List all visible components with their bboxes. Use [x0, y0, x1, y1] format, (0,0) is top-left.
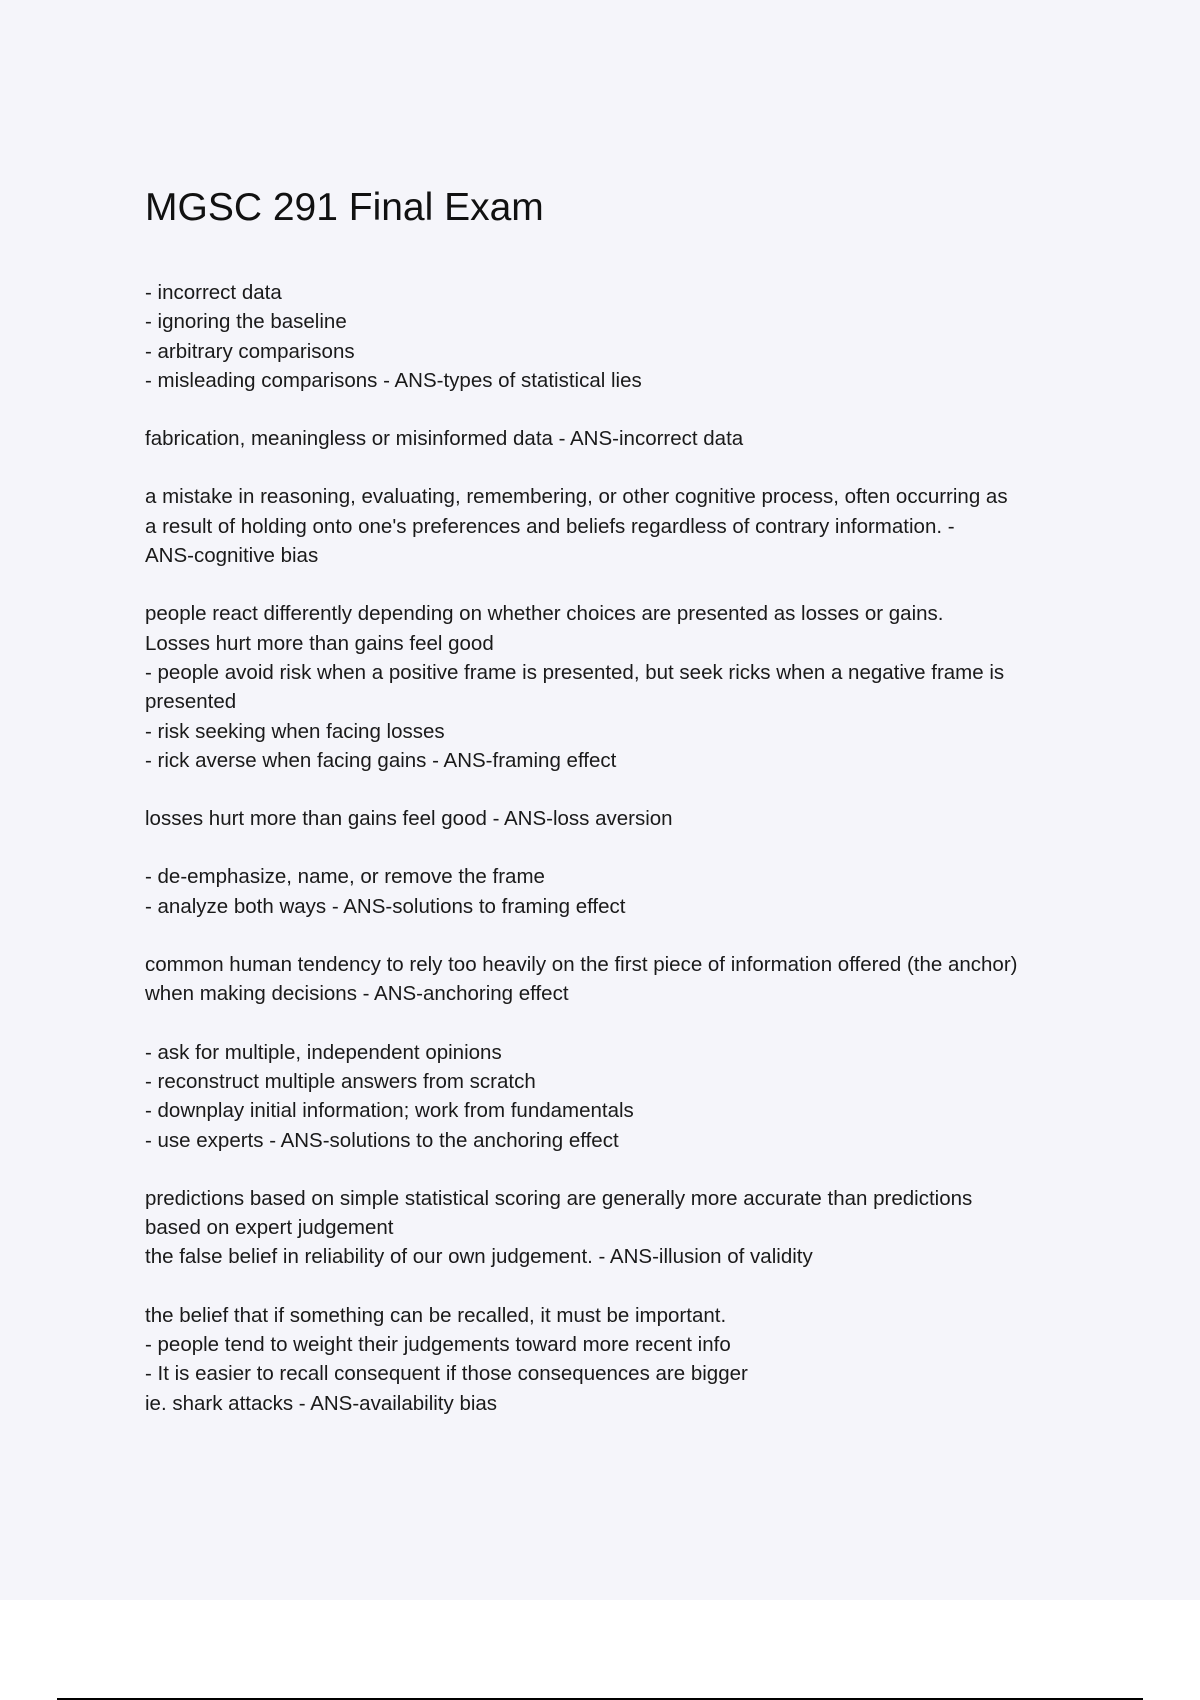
- text-line: common human tendency to rely too heavily on the first piece of information offered (the anchor): [145, 953, 1018, 977]
- text-line: a result of holding onto one's preferences and beliefs regardless of contrary information. -: [145, 514, 955, 538]
- flashcard-entry: [145, 424, 1095, 453]
- text-line: fabrication, meaningless or misinformed data - ANS-incorrect data: [145, 427, 744, 451]
- text-line: - misleading comparisons - ANS-types of statistical lies: [145, 368, 642, 392]
- flashcard-entry: [145, 804, 1095, 833]
- document-body: [145, 278, 1095, 1447]
- text-line: - de-emphasize, name, or remove the frame: [145, 865, 545, 889]
- flashcard-entry: [145, 1301, 1095, 1418]
- text-line: when making decisions - ANS-anchoring effect: [145, 982, 569, 1006]
- flashcard-entry: [145, 599, 1095, 775]
- text-line: - ignoring the baseline: [145, 310, 347, 334]
- text-line: predictions based on simple statistical scoring are generally more accurate than predictions: [145, 1186, 973, 1210]
- flashcard-entry: [145, 1038, 1095, 1155]
- text-line: - people tend to weight their judgements toward more recent info: [145, 1333, 731, 1357]
- text-line: - It is easier to recall consequent if those consequences are bigger: [145, 1362, 748, 1386]
- text-line: - people avoid risk when a positive frame is presented, but seek ricks when a negative frame is: [145, 660, 1005, 684]
- text-line: - incorrect data: [145, 281, 282, 304]
- flashcard-entry: [145, 278, 1095, 395]
- text-line: - risk seeking when facing losses: [145, 719, 445, 743]
- text-line: a mistake in reasoning, evaluating, remembering, or other cognitive process, often occurring as: [145, 485, 1008, 509]
- flashcard-entry: [145, 950, 1095, 1009]
- flashcard-entry: [145, 1184, 1095, 1272]
- text-line: - rick averse when facing gains - ANS-framing effect: [145, 748, 617, 772]
- text-line: the false belief in reliability of our own judgement. - ANS-illusion of validity: [145, 1245, 813, 1269]
- flashcard-entry: [145, 862, 1095, 921]
- text-line: presented: [145, 690, 237, 714]
- text-line: - arbitrary comparisons: [145, 339, 355, 363]
- flashcard-entry: [145, 482, 1095, 570]
- text-line: - downplay initial information; work from fundamentals: [145, 1099, 634, 1123]
- text-line: Losses hurt more than gains feel good: [145, 631, 494, 655]
- text-line: people react differently depending on whether choices are presented as losses or gains.: [145, 602, 944, 626]
- text-line: - use experts - ANS-solutions to the anchoring effect: [145, 1128, 619, 1152]
- text-line: losses hurt more than gains feel good - ANS-loss aversion: [145, 807, 673, 831]
- text-line: ANS-cognitive bias: [145, 544, 319, 568]
- text-line: - ask for multiple, independent opinions: [145, 1040, 502, 1064]
- text-line: ie. shark attacks - ANS-availability bias: [145, 1391, 498, 1415]
- text-line: based on expert judgement: [145, 1216, 394, 1240]
- text-line: - reconstruct multiple answers from scratch: [145, 1069, 536, 1093]
- text-line: the belief that if something can be recalled, it must be important.: [145, 1303, 727, 1327]
- document-title: MGSC 291 Final Exam: [145, 186, 544, 229]
- text-line: - analyze both ways - ANS-solutions to framing effect: [145, 894, 626, 918]
